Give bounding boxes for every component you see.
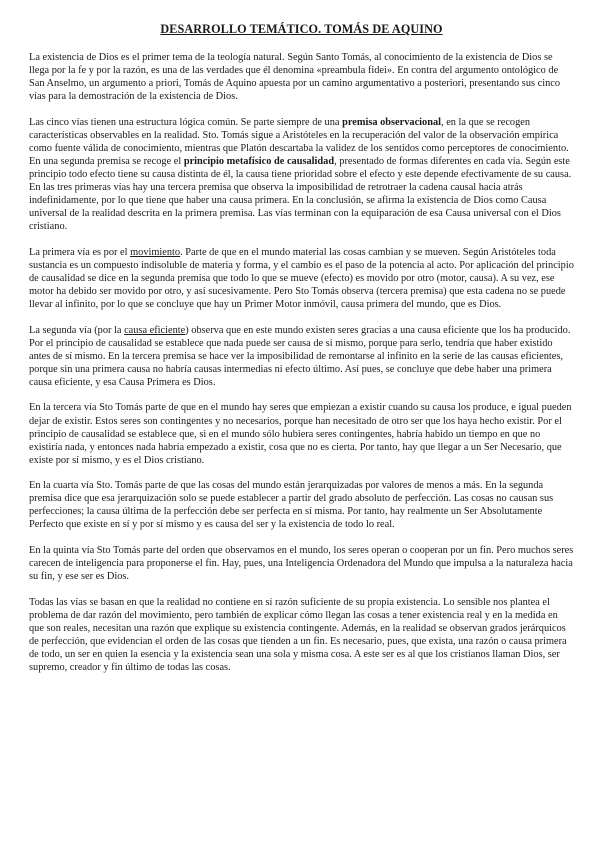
- paragraph-first-way: [29, 246, 574, 311]
- paragraph-second-way: [29, 324, 574, 389]
- underlined-term-movimiento: movimiento: [130, 246, 181, 258]
- paragraph-fourth-way: En la cuarta vía Sto. Tomás parte de que las cosas del mundo están jerarquizadas por valores de menos a más. En la segunda premisa dice que esa jerarquización solo se puede establecer a partir del grado absoluto de perfección. Las cosas no causan sus perfecciones; la causa última de la perfección debe ser perfecta en sí misma. Por tanto, hay realmente un Ser Absolutamente Perfecto que existe en sí y por sí mismo y es causa del ser y la existencia de todo lo real.: [29, 480, 554, 531]
- underlined-term-causa-eficiente: causa eficiente: [124, 324, 186, 336]
- paragraph-conclusion: Todas las vías se basan en que la realidad no contiene en sí razón suficiente de su propia existencia. Lo sensible nos plantea el problema de dar razón del movimiento, pero también de explicar cómo llegan las cosas a tener existencia real y en la medida en que son reales, necesitan una razón que explique su existencia contingente. Además, en la realidad se observan grados jerárquicos de perfección, que evidencian el orden de las cosas que tienden a un fin. Es necesario, pues, que exista, una razón o causa primera de todo, un ser en quien la esencia y la existencia sean una sola y misma cosa. A este ser es al que los cristianos llaman Dios, ser supremo, creador y fin último de todas las cosas.: [29, 596, 567, 674]
- text-run: , presentado de formas diferentes en cada vía. Según este principio todo efecto tiene su causa distinta de él, la causa tiene prioridad sobre el efecto y este depende efectivamente de su causa. En las tres primeras vías hay una tercera premisa que observa la imposibilidad de retrotraer la cadena causal hacia atrás indefinidamente, por lo que tiene que haber una causa primera. En la conclusión, se afirma la existencia de Dios como Causa universal de la realidad descrita en la primera premisa. Las vías terminan con la equiparación de esa Causa universal con el Dios cristiano.: [29, 155, 572, 233]
- page-title: DESARROLLO TEMÁTICO. TOMÁS DE AQUINO: [160, 22, 443, 36]
- paragraph-structure: [29, 116, 574, 233]
- bold-term-principio-causalidad: principio metafísico de causalidad: [183, 155, 335, 167]
- paragraph-intro: La existencia de Dios es el primer tema de la teología natural. Según Santo Tomás, al conocimiento de la existencia de Dios se llega por la fe y por la razón, es una de las verdades que él denomina «preambula fidei». En contra del argumento ontológico de San Anselmo, un argumento a priori, Tomás de Aquino apuesta por un camino argumentativo a posteriori, presentando sus cinco vías para la demostración de la existencia de Dios.: [29, 52, 561, 103]
- bold-term-premisa-observacional: premisa observacional: [342, 116, 442, 128]
- text-run: Las cinco vías tienen una estructura lógica común. Se parte siempre de una: [29, 116, 343, 128]
- text-run: , en la que se recogen características observables en la realidad. Sto. Tomás sigue a Aristóteles en la recuperación del valor de la observación empírica como fuente válida de conocimiento, mientras que Platón descartaba la validez de los sentidos como perceptores de conocimiento. En una segunda premisa se recoge el: [29, 116, 569, 167]
- paragraph-third-way: En la tercera vía Sto Tomás parte de que en el mundo hay seres que empiezan a existir cuando su causa los produce, e igual pueden dejar de existir. Estos seres son contingentes y no necesarios, porque han necesitado de otro ser que los haya hecho existir. Por el principio de causalidad se establece que, si en el mundo sólo hubiera seres contingentes, habría habido un tiempo en que no existiría nada, y entonces nada habría empezado a existir, cosa que no es cierta. Por tanto, hay que llegar a un Ser Necesario, que existe por sí mismo, y es el Dios cristiano.: [29, 402, 572, 466]
- text-run: La segunda vía (por la: [29, 324, 125, 336]
- text-run: . Parte de que en el mundo material las cosas cambian y se mueven. Según Aristóteles toda sustancia es un compuesto indisoluble de materia y forma, y el cambio es el paso de la potencia al acto. Por aplicación del principio de causalidad se dice en la segunda premisa que todo lo que se mueve (efecto) es movido por otro (motor, causa). A su vez, ese motor ha debido ser movido por otro, y así sucesivamente. Pero Sto Tomás observa (tercera premisa) que esta cadena no se puede llevar al infinito, por lo que se concluye que hay un Primer Motor inmóvil, causa primera del mundo, que es Dios.: [29, 246, 574, 310]
- text-run: ) observa que en este mundo existen seres gracias a una causa eficiente que los ha producido. Por el principio de causalidad se establece que nada puede ser causa de sí mismo, porque para serlo, tendría que haber existido antes de sí mismo. En la tercera premisa se hace ver la imposibilidad de remontarse al infinito en la serie de las causas eficientes, porque sin una primera causa no habría causas intermedias ni efecto último. Así pues, se concluye que debe haber una primera causa eficiente, y esa Causa Primera es Dios.: [29, 324, 571, 388]
- text-run: La primera vía es por el: [29, 246, 131, 258]
- paragraph-fifth-way: En la quinta vía Sto Tomás parte del orden que observamos en el mundo, los seres operan o cooperan por un fin. Pero muchos seres carecen de inteligencia para proponerse el fin. Hay, pues, una Inteligencia Ordenadora del Mundo que impulsa a la naturaleza hacia su fin, y ese ser es Dios.: [29, 545, 574, 583]
